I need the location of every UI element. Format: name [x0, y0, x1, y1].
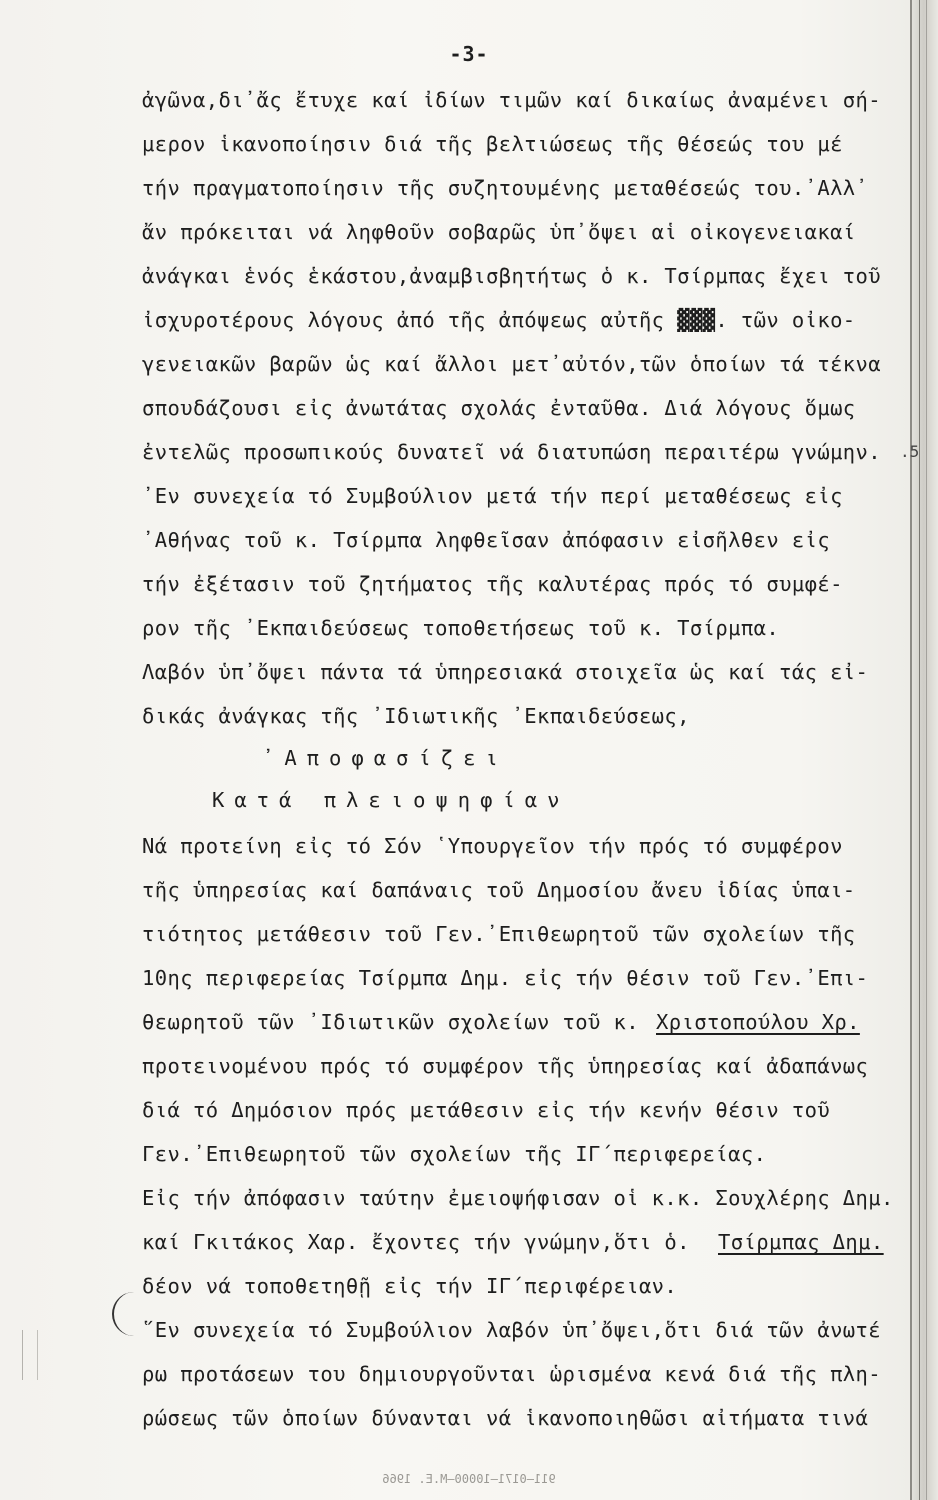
text-line: Εἰς τήν ἀπόφασιν ταύτην ἐμειοψήφισαν οἱ κ.κ. Σουχλέρης Δημ. — [142, 1186, 894, 1210]
text-line: ρω προτάσεων του δημιουργοῦνται ὡρισμένα κενά διά τῆς πλη- — [142, 1362, 882, 1386]
text-line: τήν ἐξέτασιν τοῦ ζητήματος τῆς καλυτέρας πρός τό συμφέ- — [142, 572, 843, 596]
text-line: τῆς ὑπηρεσίας καί δαπάναις τοῦ Δημοσίου ἄνευ ἰδίας ὑπαι- — [142, 878, 856, 902]
underlined-name: Τσίρμπας Δημ. — [718, 1230, 884, 1254]
decision-subheading: Κατά πλειοψηφίαν — [212, 788, 570, 812]
text-line: ᾿Αθήνας τοῦ κ. Τσίρμπα ληφθεῖσαν ἀπόφασιν εἰσῆλθεν εἰς — [142, 528, 831, 552]
text-line: δέον νά τοποθετηθῇ εἰς τήν ΙΓ΄περιφέρειαν. — [142, 1274, 678, 1298]
margin-mark: .5 — [900, 442, 920, 461]
text-line: ἐντελῶς προσωπικούς δυνατεῖ νά διατυπώση περαιτέρω γνώμην. — [142, 440, 882, 464]
printer-imprint: 911—0171—10000—Μ.Ε. 1966 — [382, 1472, 556, 1486]
text-line: Λαβόν ὑπ᾿ὄψει πάντα τά ὑπηρεσιακά στοιχεῖα ὡς καί τάς εἰ- — [142, 660, 869, 684]
text-line: Νά προτείνη εἰς τό Σόν ῾Υπουργεῖον τήν πρός τό συμφέρον — [142, 834, 843, 858]
text-line: προτεινομένου πρός τό συμφέρον τῆς ὑπηρεσίας καί ἀδαπάνως — [142, 1054, 869, 1078]
text-line: ρώσεως τῶν ὁποίων δύνανται νά ἱκανοποιηθῶσι αἰτήματα τινά — [142, 1406, 869, 1430]
text-line: διά τό Δημόσιον πρός μετάθεσιν εἰς τήν κενήν θέσιν τοῦ — [142, 1098, 831, 1122]
text-line: τήν πραγματοποίησιν τῆς συζητουμένης μεταθέσεώς του.᾿Αλλ᾿ — [142, 176, 869, 200]
text-line: μερον ἱκανοποίησιν διά τῆς βελτιώσεως τῆς θέσεώς του μέ — [142, 132, 843, 156]
text-line: δικάς ἀνάγκας τῆς ᾿Ιδιωτικῆς ᾿Εκπαιδεύσεως, — [142, 704, 690, 728]
text-line: ἄν πρόκειται νά ληφθοῦν σοβαρῶς ὑπ᾿ὄψει αἱ οἰκογενειακαί — [142, 220, 856, 244]
left-margin-marks — [22, 1330, 38, 1380]
text-line: ρον τῆς ᾿Εκπαιδεύσεως τοποθετήσεως τοῦ κ. Τσίρμπα. — [142, 616, 780, 640]
text-line: 10ης περιφερείας Τσίρμπα Δημ. εἰς τήν θέσιν τοῦ Γεν.᾿Επι- — [142, 966, 869, 990]
text-line: θεωρητοῦ τῶν ᾿Ιδιωτικῶν σχολείων τοῦ κ. — [142, 1010, 639, 1034]
text-line: γενειακῶν βαρῶν ὡς καί ἄλλοι μετ᾿αὐτόν,τῶν ὁποίων τά τέκνα — [142, 352, 882, 376]
text-line: καί Γκιτάκος Χαρ. ἔχοντες τήν γνώμην,ὅτι ὁ. — [142, 1230, 690, 1254]
text-line: ἀγῶνα,δι᾿ἄς ἔτυχε καί ἰδίων τιμῶν καί δικαίως ἀναμένει σή- — [142, 88, 882, 112]
text-line: Γεν.᾿Επιθεωρητοῦ τῶν σχολείων τῆς ΙΓ΄περιφερείας. — [142, 1142, 767, 1166]
binding-strip — [910, 0, 938, 1500]
text-line: ἀνάγκαι ἑνός ἑκάστου,ἀναμβισβητήτως ὁ κ. Τσίρμπας ἔχει τοῦ — [142, 264, 882, 288]
text-line: ῞Εν συνεχεία τό Συμβούλιον λαβόν ὑπ᾿ὄψει,ὅτι διά τῶν ἀνωτέ — [142, 1318, 882, 1342]
text-line: ἰσχυροτέρους λόγους ἀπό τῆς ἀπόψεως αὐτῆς ▓▓▓. τῶν οἰκο- — [142, 308, 856, 332]
underlined-name: Χριστοπούλου Χρ. — [656, 1010, 860, 1034]
text-line: σπουδάζουσι εἰς ἀνωτάτας σχολάς ἐνταῦθα. Διά λόγους ὅμως — [142, 396, 856, 420]
handwritten-bracket-mark — [112, 1292, 144, 1336]
decision-heading: ᾿Αποφασίζει — [262, 746, 508, 770]
text-line: τιότητος μετάθεσιν τοῦ Γεν.᾿Επιθεωρητοῦ τῶν σχολείων τῆς — [142, 922, 856, 946]
page-number: -3- — [449, 42, 489, 66]
text-line: ᾿Εν συνεχεία τό Συμβούλιον μετά τήν περί μεταθέσεως εἰς — [142, 484, 843, 508]
